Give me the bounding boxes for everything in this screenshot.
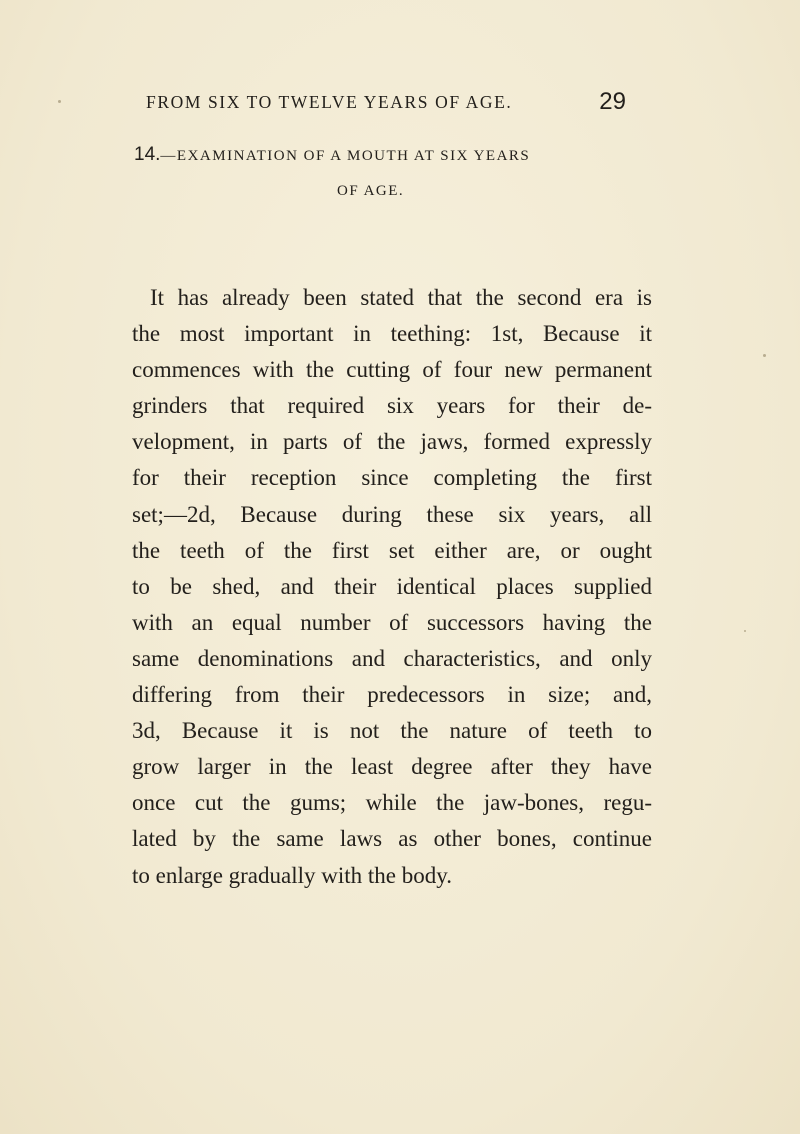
running-title: FROM SIX TO TWELVE YEARS OF AGE. (146, 92, 513, 112)
paragraph-line: for their reception since completing the first (132, 465, 652, 491)
paragraph-line: the most important in teething: 1st, Because it (132, 321, 652, 347)
paragraph-line: 3d, Because it is not the nature of teeth to (132, 718, 652, 744)
paragraph-line: It has already been stated that the second era is (150, 285, 652, 310)
page-number: 29 (599, 88, 626, 115)
section-title-part-1: —EXAMINATION OF A MOUTH AT SIX YEARS (160, 148, 531, 164)
paragraph-line: once cut the gums; while the jaw-bones, regu- (132, 790, 652, 816)
paper-speck (763, 354, 766, 357)
paper-speck (744, 630, 746, 632)
paragraph-line: grinders that required six years for their de- (132, 393, 652, 419)
section-title-part-2: OF AGE. (337, 183, 405, 199)
section-heading-line-1 (134, 144, 654, 167)
paragraph-line: grow larger in the least degree after they have (132, 754, 652, 780)
paragraph-line: velopment, in parts of the jaws, formed expressly (132, 429, 652, 455)
running-head (146, 88, 626, 120)
paragraph-line: to enlarge gradually with the body. (132, 862, 453, 888)
paragraph-line: to be shed, and their identical places supplied (132, 573, 652, 599)
paragraph-line: the teeth of the first set either are, or ought (132, 537, 652, 563)
body-paragraph (132, 280, 652, 894)
paragraph-line: with an equal number of successors having the (132, 609, 652, 635)
paragraph-line: differing from their predecessors in size; and, (132, 682, 652, 708)
section-heading (134, 144, 654, 199)
paragraph-line: lated by the same laws as other bones, continue (132, 826, 652, 852)
paragraph-line: set;—2d, Because during these six years, all (132, 501, 652, 527)
paper-speck (58, 100, 61, 103)
paragraph-line: commences with the cutting of four new permanent (132, 357, 652, 383)
section-number: 14. (134, 144, 161, 165)
paragraph-line: same denominations and characteristics, and only (132, 645, 652, 671)
